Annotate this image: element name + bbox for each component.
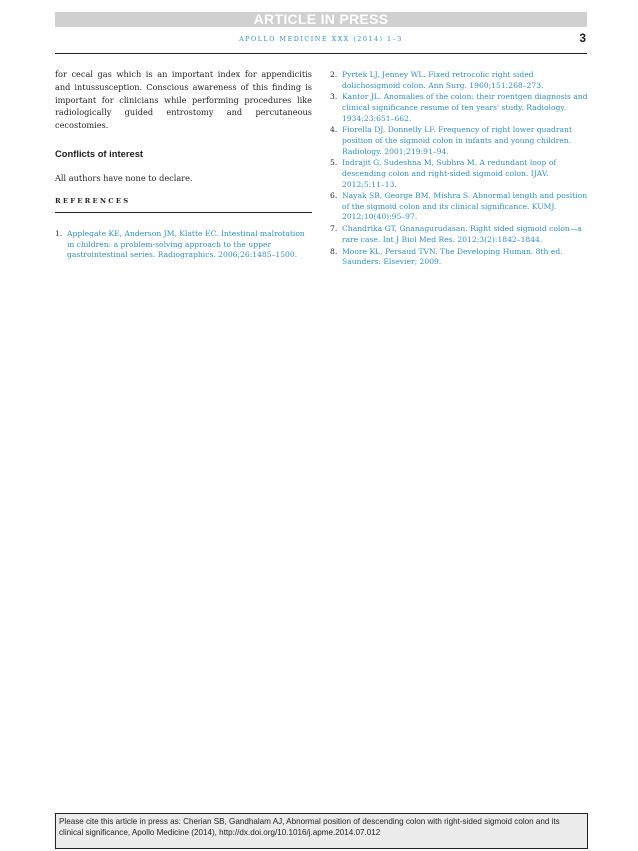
reference-number: 5. xyxy=(330,158,338,168)
reference-text[interactable]: Kantor JL. Anomalies of the colon: their roentgen diagnosis and clinical significance resume of ten years' study. Radiology. 1934;23:651–662. xyxy=(342,92,588,123)
reference-item-5[interactable] xyxy=(330,158,588,190)
reference-number: 6. xyxy=(330,191,338,201)
reference-text[interactable]: Fiorella DJ, Donnelly LF. Frequency of right lower quadrant position of the sigmoid colon in infants and young children. Radiology. 2001;219:91–94. xyxy=(342,125,572,156)
reference-number: 2. xyxy=(330,70,338,79)
reference-number: 1. xyxy=(55,228,63,238)
reference-number: 7. xyxy=(330,224,338,234)
reference-item-4[interactable] xyxy=(330,125,588,157)
reference-number: 4. xyxy=(330,125,338,135)
reference-list-right xyxy=(330,70,588,268)
reference-item-2[interactable] xyxy=(330,70,588,91)
reference-item-3[interactable] xyxy=(330,92,588,124)
reference-text[interactable]: Moore KL, Persaud TVN. The Developing Human. 8th ed. Saunders: Elsevier; 2009. xyxy=(342,246,563,267)
references-rule xyxy=(55,212,312,213)
article-in-press-banner: ARTICLE IN PRESS xyxy=(55,12,587,27)
reference-item-6[interactable] xyxy=(330,191,588,223)
body-paragraph: for cecal gas which is an important index for appendicitis and intussusception. Conscious awareness of this finding is important for clinicians while performing procedures like radiologically guided entrostomy and percutaneous cecostomies. xyxy=(55,69,312,131)
reference-text[interactable]: Nayak SB, George BM, Mishra S. Abnormal length and position of the sigmoid colon and its clinical significance. KUMJ. 2012;10(40):95–97. xyxy=(342,191,588,222)
running-head: APOLLO MEDICINE XXX (2014) 1–3 xyxy=(239,35,403,43)
left-column xyxy=(55,68,312,261)
references-heading: REFERENCES xyxy=(55,196,131,205)
reference-text[interactable]: Indrajit G, Sudeshna M, Subhra M. A redundant loop of descending colon and right-sided sigmoid colon. IJAV. 2012;5:11–13. xyxy=(342,158,557,189)
page-number: 3 xyxy=(579,31,586,45)
reference-item-7[interactable] xyxy=(330,224,588,245)
right-column xyxy=(330,70,588,269)
reference-text[interactable]: Chandrika GT, Gnanagurudasan. Right sided sigmoid colon—a rare case. Int J Biol Med Res. 2012;3(2):1842–1844. xyxy=(342,224,582,244)
conflicts-text: All authors have none to declare. xyxy=(55,172,193,183)
reference-text[interactable]: Applegate KE, Anderson JM, Klatte EC. Intestinal malrotation in children: a problem-solving approach to the upper gastrointestinal series. Radiographics. 2006;26:1485–1500. xyxy=(67,228,305,260)
reference-number: 3. xyxy=(330,92,338,102)
reference-list-left xyxy=(55,229,312,261)
reference-text[interactable]: Pyrtek LJ, Jenney WL. Fixed retrocolic right sided dolichosigmoid colon. Ann Surg. 1960;151:268–273. xyxy=(342,70,544,90)
reference-item-8[interactable] xyxy=(330,247,588,268)
header-rule xyxy=(55,53,587,54)
conflicts-heading: Conflicts of interest xyxy=(55,147,144,159)
reference-number: 8. xyxy=(330,246,338,256)
reference-item-1[interactable] xyxy=(55,229,312,261)
citation-footer: Please cite this article in press as: Cherian SB, Gandhalam AJ, Abnormal position of descending colon with right-sided sigmoid colon and its clinical significance, Apollo Medicine (2014), http://dx.doi.org/10.1016/j.apme.2014.07.012 xyxy=(55,813,588,849)
